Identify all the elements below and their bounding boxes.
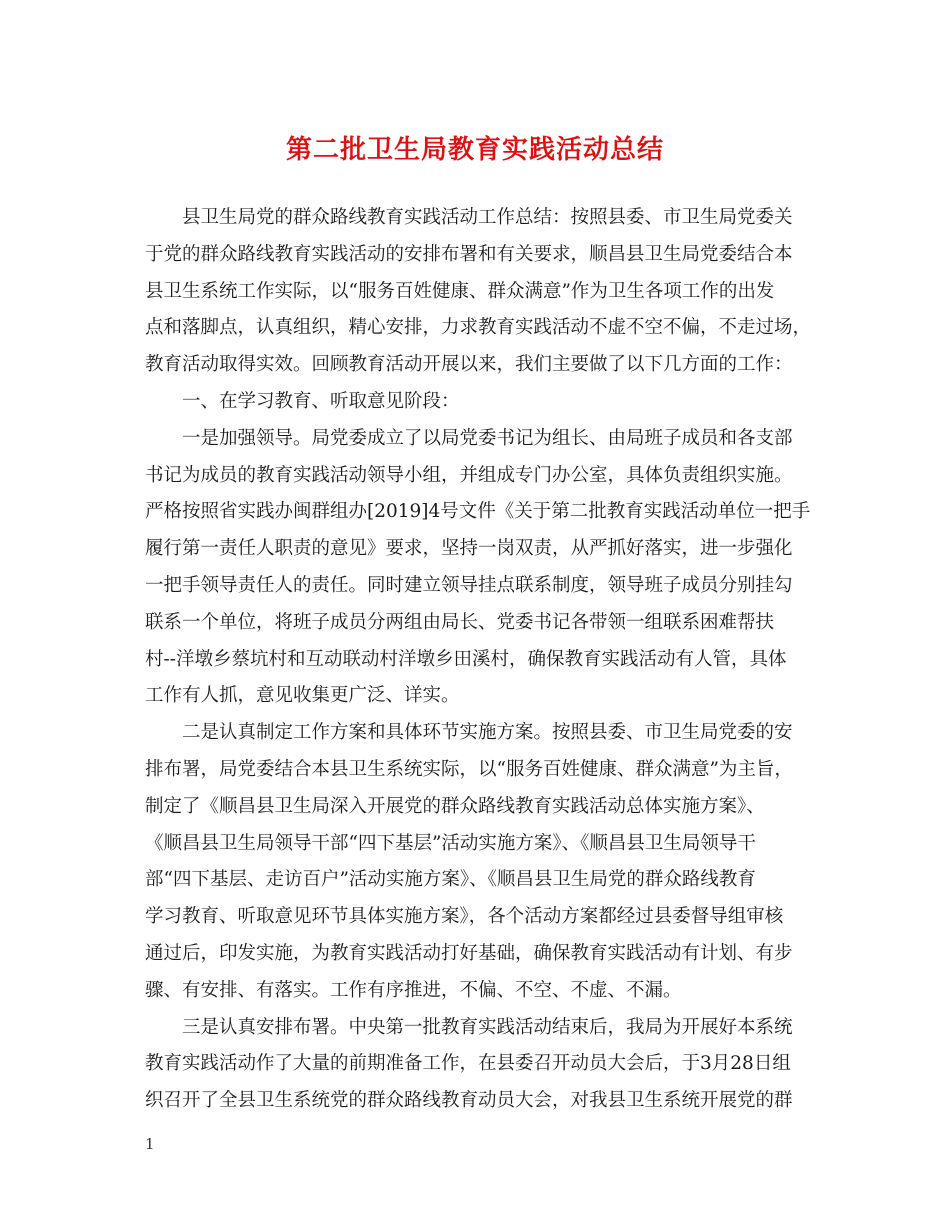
text-line: 书记为成员的教育实践活动领导小组，并组成专门办公室，具体负责组织实施。	[145, 464, 793, 486]
text-line: 一把手领导责任人的责任。同时建立领导挂点联系制度，领导班子成员分别挂勾	[145, 574, 793, 596]
text-line: 一、在学习教育、听取意见阶段：	[182, 390, 460, 412]
text-line: 工作有人抓，意见收集更广泛、详实。	[145, 685, 460, 707]
text-line: 村--洋墩乡蔡坑村和互动联动村洋墩乡田溪村，确保教育实践活动有人管，具体	[145, 648, 787, 670]
text-line: 通过后，印发实施，为教育实践活动打好基础，确保教育实践活动有计划、有步	[145, 942, 793, 964]
text-line: 学习教育、听取意见环节具体实施方案》，各个活动方案都经过县委督导组审核	[145, 906, 784, 928]
text-line: 骤、有安排、有落实。工作有序推进，不偏、不空、不虚、不漏。	[145, 979, 682, 1001]
text-line: 织召开了全县卫生系统党的群众路线教育动员大会，对我县卫生系统开展党的群	[145, 1090, 793, 1112]
text-line: 二是认真制定工作方案和具体环节实施方案。按照县委、市卫生局党委的安	[182, 722, 793, 744]
text-line: 联系一个单位，将班子成员分两组由局长、党委书记各带领一组联系困难帮扶	[145, 611, 775, 633]
text-line: 于党的群众路线教育实践活动的安排布署和有关要求，顺昌县卫生局党委结合本	[145, 243, 793, 265]
document-body	[145, 200, 813, 1120]
text-line: 县卫生系统工作实际，以“服务百姓健康、群众满意”作为卫生各项工作的出发	[145, 280, 775, 302]
text-line: 严格按照省实践办闽群组办[2019]4号文件《关于第二批教育实践活动单位一把手	[145, 501, 811, 523]
document-title: 第二批卫生局教育实践活动总结	[285, 135, 664, 165]
text-line: 点和落脚点，认真组织，精心安排，力求教育实践活动不虚不空不偏，不走过场，	[145, 317, 812, 339]
text-line: 部“四下基层、走访百户”活动实施方案》、《顺昌县卫生局党的群众路线教育	[145, 869, 756, 891]
text-line: 教育实践活动作了大量的前期准备工作，在县委召开动员大会后，于3月28日组	[145, 1053, 791, 1075]
text-line: 三是认真安排布署。中央第一批教育实践活动结束后，我局为开展好本系统	[182, 1016, 793, 1038]
text-line: 一是加强领导。局党委成立了以局党委书记为组长、由局班子成员和各支部	[182, 427, 793, 449]
text-line: 教育活动取得实效。回顾教育活动开展以来，我们主要做了以下几方面的工作：	[145, 354, 793, 376]
text-line: 县卫生局党的群众路线教育实践活动工作总结：按照县委、市卫生局党委关	[182, 207, 793, 228]
page-number: 1	[145, 1135, 155, 1153]
text-line: 制定了《顺昌县卫生局深入开展党的群众路线教育实践活动总体实施方案》、	[145, 795, 765, 817]
text-line: 排布署，局党委结合本县卫生系统实际，以“服务百姓健康、群众满意”为主旨，	[145, 758, 793, 780]
text-line: 《顺昌县卫生局领导干部“四下基层”活动实施方案》、《顺昌县卫生局领导干	[145, 832, 756, 854]
text-line: 履行第一责任人职责的意见》要求，坚持一岗双责，从严抓好落实，进一步强化	[145, 538, 793, 560]
